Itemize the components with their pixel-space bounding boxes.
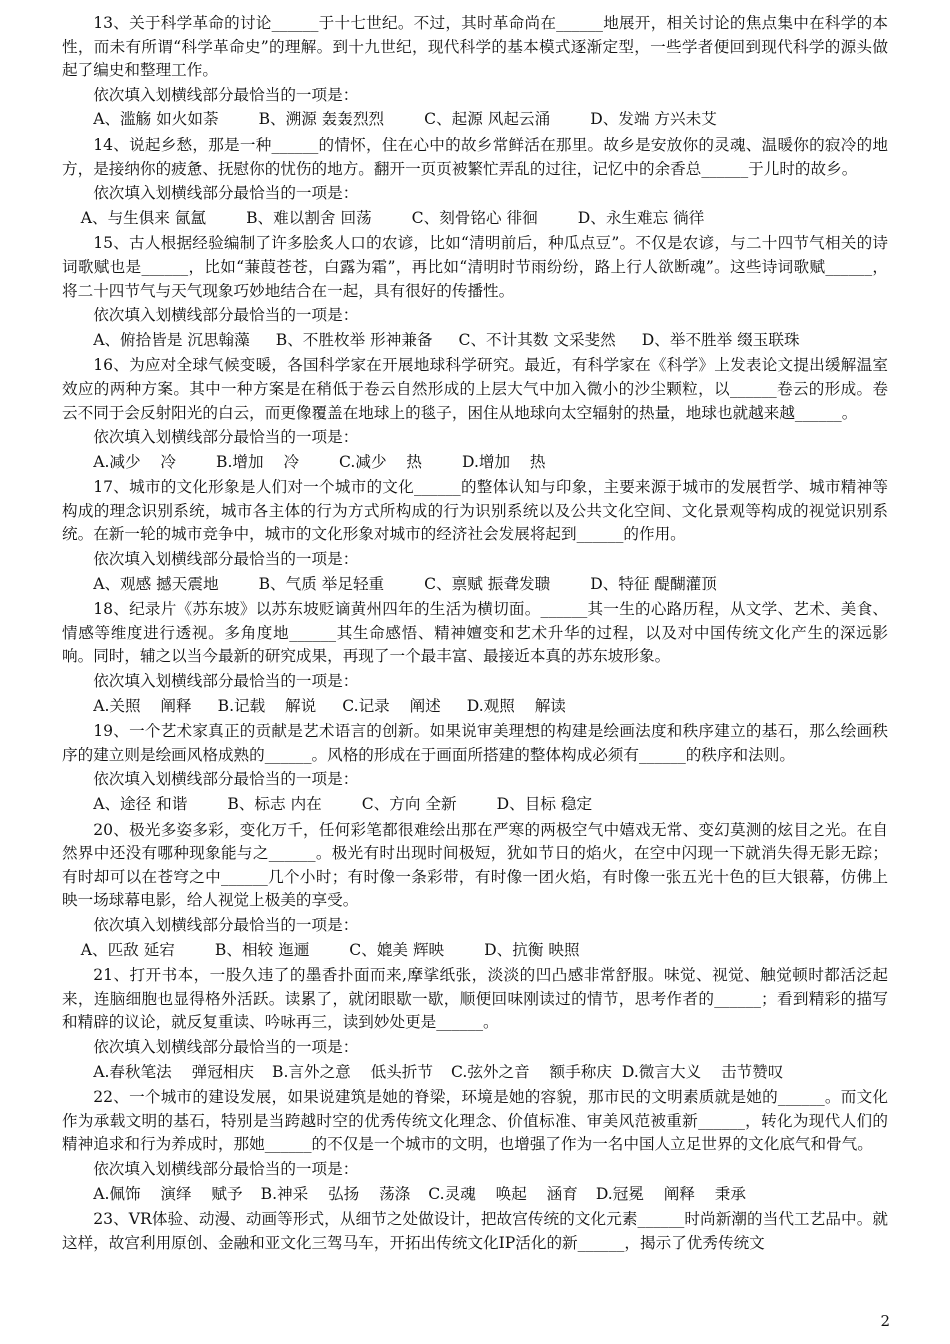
- option-d[interactable]: D、举不胜举 缀玉联珠: [641, 330, 800, 349]
- question-prompt: 依次填入划横线部分最恰当的一项是：: [93, 770, 359, 789]
- question-stem: 17、城市的文化形象是人们对一个城市的文化______的整体认知与印象，主要来源于城市的发展哲学、城市精神等构成的理念识别系统，城市各主体的行为方式所构成的行为识别系统以及公共文化空间、文化景观等构成的视觉识别系统。在新一轮的城市竞争中，城市的文化形象对城市的经济社会发展将起到______的作用。: [62, 478, 888, 544]
- question-stem: 20、极光多姿多彩，变化万千，任何彩笔都很难绘出那在严寒的两极空气中嬉戏无常、变幻莫测的炫目之光。在自然界中还没有哪种现象能与之______。极光有时出现时间极短，犹如节日的焰火，在空中闪现一下就消失得无影无踪；有时却可以在苍穹之中______几个小时；有时像一条彩带，有时像一团火焰，有时像一张五光十色的巨大银幕，仿佛上映一场球幕电影，给人视觉上极美的享受。: [62, 820, 888, 910]
- option-c[interactable]: C、刻骨铭心 徘徊: [411, 208, 538, 227]
- question-prompt: 依次填入划横线部分最恰当的一项是：: [93, 428, 359, 447]
- option-d[interactable]: D.观照 解读: [466, 696, 566, 715]
- option-c[interactable]: C.弦外之音 额手称庆: [450, 1062, 612, 1081]
- question-18: [62, 598, 888, 718]
- question-stem: 13、关于科学革命的讨论______于十七世纪。不过，其时革命尚在______地展开，相关讨论的焦点集中在科学的本性，而未有所谓“科学革命史”的理解。到十九世纪，现代科学的基本模式逐渐定型，一些学者便回到现代科学的源头做起了编史和整理工作。: [62, 14, 888, 80]
- option-list: [62, 573, 888, 597]
- question-19: [62, 720, 888, 816]
- question-stem: 16、为应对全球气候变暖，各国科学家在开展地球科学研究。最近，有科学家在《科学》上发表论文提出缓解温室效应的两种方案。其中一种方案是在稍低于卷云自然形成的上层大气中加入微小的沙尘颗粒，以______卷云的形成。卷云不同于会反射阳光的白云，而更像覆盖在地球上的毯子，困住从地球向太空辐射的热量，地球也就越来越______。: [62, 356, 888, 422]
- option-d[interactable]: D、特征 醍醐灌顶: [590, 574, 717, 593]
- question-21: [62, 964, 888, 1084]
- question-prompt: 依次填入划横线部分最恰当的一项是：: [93, 85, 359, 104]
- question-prompt: 依次填入划横线部分最恰当的一项是：: [93, 550, 359, 569]
- question-prompt: 依次填入划横线部分最恰当的一项是：: [93, 306, 359, 325]
- question-16: [62, 354, 888, 474]
- option-c[interactable]: C、不计其数 文采斐然: [458, 330, 616, 349]
- option-b[interactable]: B.神采 弘扬 荡涤: [260, 1184, 411, 1203]
- question-23: [62, 1208, 888, 1255]
- option-b[interactable]: B、溯源 轰轰烈烈: [258, 110, 385, 129]
- option-list: [62, 207, 888, 231]
- option-list: [62, 1183, 888, 1207]
- option-c[interactable]: C、起源 风起云涌: [424, 110, 551, 129]
- option-list: [62, 695, 888, 719]
- option-a[interactable]: A.减少 冷: [93, 452, 177, 471]
- option-c[interactable]: C、方向 全新: [361, 795, 457, 813]
- question-13: [62, 12, 888, 132]
- option-a[interactable]: A、俯拾皆是 沉思翰藻: [93, 330, 250, 349]
- exam-page: [62, 12, 888, 1256]
- question-stem: 23、VR体验、动漫、动画等形式，从细节之处做设计，把故宫传统的文化元素______时尚新潮的当代工艺品中。就这样，故宫利用原创、金融和亚文化三驾马车，开拓出传统文化IP活化的新______，揭示了优秀传统文: [62, 1210, 888, 1252]
- question-stem: 21、打开书本，一股久违了的墨香扑面而来,摩挲纸张，淡淡的凹凸感非常舒服。味觉、视觉、触觉顿时都活泛起来，连脑细胞也显得格外活跃。读累了，就闭眼歇一歇，顺便回味刚读过的情节，思考作者的______；看到精彩的描写和精辟的议论，就反复重读、吟咏再三，读到妙处更是______。: [62, 966, 888, 1032]
- option-b[interactable]: B、气质 举足轻重: [258, 574, 385, 593]
- option-a[interactable]: A、与生俱来 氤氲: [80, 208, 207, 227]
- option-b[interactable]: B.言外之意 低头折节: [271, 1062, 433, 1081]
- option-list: [62, 451, 888, 475]
- question-prompt: 依次填入划横线部分最恰当的一项是：: [93, 1159, 359, 1178]
- option-list: [62, 793, 888, 817]
- option-b[interactable]: B.增加 冷: [216, 452, 300, 471]
- option-list: [62, 1061, 888, 1085]
- question-stem: 22、一个城市的建设发展，如果说建筑是她的脊梁，环境是她的容貌，那市民的文明素质就是她的______。而文化作为承载文明的基石，特别是当跨越时空的优秀传统文化理念、价值标准、审美风范被重新______，转化为现代人们的精神追求和行为养成时，那她______的不仅是一个城市的文明，也增强了作为一名中国人立足世界的文化底气和骨气。: [62, 1088, 888, 1154]
- option-d[interactable]: D、目标 稳定: [496, 795, 593, 813]
- option-a[interactable]: A、匹敌 延宕: [80, 940, 175, 959]
- option-b[interactable]: B、相较 迤逦: [214, 940, 310, 959]
- question-20: [62, 819, 888, 963]
- option-d[interactable]: D.微言大义 击节赞叹: [621, 1062, 784, 1081]
- option-a[interactable]: A.关照 阐释: [93, 696, 192, 715]
- question-14: [62, 134, 888, 230]
- option-list: [62, 939, 888, 963]
- question-prompt: 依次填入划横线部分最恰当的一项是：: [93, 672, 359, 691]
- option-d[interactable]: D.冠冕 阐释 秉承: [595, 1184, 746, 1203]
- option-b[interactable]: B、标志 内在: [227, 795, 322, 813]
- question-stem: 15、古人根据经验编制了许多脍炙人口的农谚，比如“清明前后，种瓜点豆”。不仅是农谚，与二十四节气相关的诗词歌赋也是______，比如“蒹葭苍苍，白露为霜”，再比如“清明时节雨纷纷，路上行人欲断魂”。这些诗词歌赋______，将二十四节气与天气现象巧妙地结合在一起，具有很好的传播性。: [62, 234, 888, 300]
- option-b[interactable]: B、难以割舍 回荡: [246, 208, 372, 227]
- question-prompt: 依次填入划横线部分最恰当的一项是：: [93, 184, 359, 203]
- option-c[interactable]: C.记录 阐述: [342, 696, 441, 715]
- option-d[interactable]: D.增加 热: [462, 452, 546, 471]
- option-d[interactable]: D、抗衡 映照: [484, 940, 580, 959]
- option-c[interactable]: C、禀赋 振聋发聩: [424, 574, 551, 593]
- option-a[interactable]: A、观感 撼天震地: [93, 574, 219, 593]
- option-a[interactable]: A.佩饰 演绎 赋予: [93, 1184, 243, 1203]
- option-d[interactable]: D、发端 方兴未艾: [590, 110, 717, 129]
- option-a[interactable]: A.春秋笔法 弹冠相庆: [93, 1062, 254, 1081]
- question-17: [62, 476, 888, 596]
- question-prompt: 依次填入划横线部分最恰当的一项是：: [93, 1037, 359, 1056]
- option-list: [62, 329, 888, 353]
- question-stem: 18、纪录片《苏东坡》以苏东坡贬谪黄州四年的生活为横切面。______其一生的心路历程，从文学、艺术、美食、情感等维度进行透视。多角度地______其生命感悟、精神嬗变和艺术升华的过程，以及对中国传统文化产生的深远影响。同时，辅之以当今最新的研究成果，再现了一个最丰富、最接近本真的苏东坡形象。: [62, 600, 888, 666]
- option-a[interactable]: A、滥觞 如火如荼: [93, 110, 219, 129]
- option-a[interactable]: A、途径 和谐: [93, 795, 188, 813]
- question-prompt: 依次填入划横线部分最恰当的一项是：: [93, 915, 359, 934]
- option-list: [62, 108, 888, 132]
- option-b[interactable]: B、不胜枚举 形神兼备: [275, 330, 433, 349]
- option-c[interactable]: C、媲美 辉映: [349, 940, 445, 959]
- question-stem: 14、说起乡愁，那是一种______的情怀，住在心中的故乡常鲜活在那里。故乡是安放你的灵魂、温暖你的寂冷的地方，是接纳你的疲惫、抚慰你的忧伤的地方。翻开一页页被繁忙弄乱的过往，记忆中的余香总______于儿时的故乡。: [62, 135, 888, 178]
- option-c[interactable]: C.灵魂 唤起 涵育: [428, 1184, 578, 1203]
- question-22: [62, 1086, 888, 1206]
- option-b[interactable]: B.记载 解说: [217, 696, 317, 715]
- page-number: 2: [880, 1312, 890, 1330]
- option-d[interactable]: D、永生难忘 徜徉: [577, 208, 705, 227]
- option-c[interactable]: C.减少 热: [339, 452, 422, 471]
- question-15: [62, 232, 888, 352]
- question-stem: 19、一个艺术家真正的贡献是艺术语言的创新。如果说审美理想的构建是绘画法度和秩序建立的基石，那么绘画秩序的建立则是绘画风格成熟的______。风格的形成在于画面所搭建的整体构成必须有______的秩序和法则。: [62, 722, 888, 764]
